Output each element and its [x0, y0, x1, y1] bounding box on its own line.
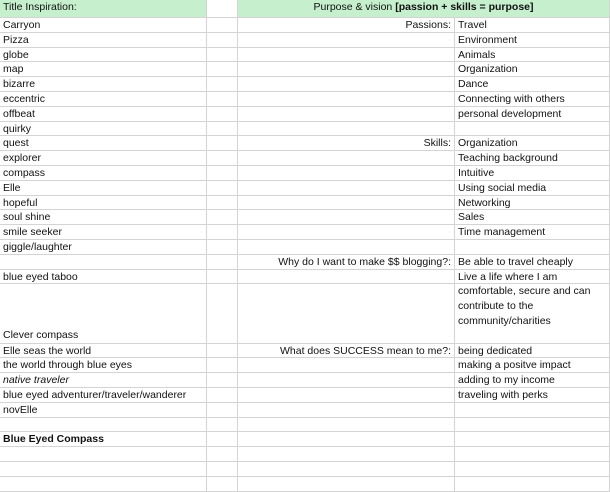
label-success[interactable]: What does SUCCESS mean to me?:	[238, 344, 455, 359]
cell-d[interactable]: making a positve impact	[455, 358, 610, 373]
cell-c[interactable]	[238, 358, 455, 373]
cell-b[interactable]	[207, 151, 238, 166]
cell-c[interactable]	[238, 447, 455, 462]
header-empty-cell[interactable]	[207, 0, 238, 18]
cell-a[interactable]: offbeat	[0, 107, 207, 122]
cell-d[interactable]: Connecting with others	[455, 92, 610, 107]
cell-b[interactable]	[207, 166, 238, 181]
cell-a[interactable]: hopeful	[0, 196, 207, 211]
cell-c[interactable]	[238, 225, 455, 240]
cell-d[interactable]: Animals	[455, 48, 610, 63]
cell-a[interactable]: Pizza	[0, 33, 207, 48]
cell-d[interactable]: Travel	[455, 18, 610, 33]
cell-b[interactable]	[207, 196, 238, 211]
cell-c[interactable]	[238, 62, 455, 77]
cell-b[interactable]	[207, 418, 238, 433]
cell-b[interactable]	[207, 33, 238, 48]
cell-d[interactable]	[455, 447, 610, 462]
cell-a[interactable]	[0, 477, 207, 492]
cell-d[interactable]: Sales	[455, 210, 610, 225]
cell-d[interactable]: Dance	[455, 77, 610, 92]
cell-d[interactable]	[455, 403, 610, 418]
cell-c[interactable]	[238, 33, 455, 48]
cell-d[interactable]	[455, 284, 610, 343]
cell-d[interactable]: Organization	[455, 136, 610, 151]
cell-a[interactable]	[0, 418, 207, 433]
cell-a[interactable]: the world through blue eyes	[0, 358, 207, 373]
cell-a[interactable]: compass	[0, 166, 207, 181]
cell-c[interactable]	[238, 418, 455, 433]
cell-c[interactable]	[238, 48, 455, 63]
cell-b[interactable]	[207, 373, 238, 388]
cell-c[interactable]	[238, 77, 455, 92]
cell-b[interactable]	[207, 240, 238, 255]
cell-b[interactable]	[207, 48, 238, 63]
cell-a[interactable]: quirky	[0, 122, 207, 137]
cell-b[interactable]	[207, 92, 238, 107]
cell-c[interactable]	[238, 270, 455, 285]
cell-a[interactable]: Elle	[0, 181, 207, 196]
cell-b[interactable]	[207, 284, 238, 343]
cell-d[interactable]: Environment	[455, 33, 610, 48]
cell-b[interactable]	[207, 432, 238, 447]
cell-d[interactable]: being dedicated	[455, 344, 610, 359]
cell-b[interactable]	[207, 344, 238, 359]
cell-b[interactable]	[207, 77, 238, 92]
cell-d[interactable]	[455, 477, 610, 492]
cell-b[interactable]	[207, 136, 238, 151]
cell-c[interactable]	[238, 151, 455, 166]
cell-c[interactable]	[238, 107, 455, 122]
cell-a[interactable]: blue eyed adventurer/traveler/wanderer	[0, 388, 207, 403]
cell-c[interactable]	[238, 388, 455, 403]
cell-a[interactable]: Elle seas the world	[0, 344, 207, 359]
cell-b[interactable]	[207, 18, 238, 33]
cell-b[interactable]	[207, 388, 238, 403]
cell-b[interactable]	[207, 462, 238, 477]
cell-d[interactable]: Time management	[455, 225, 610, 240]
cell-d[interactable]: Intuitive	[455, 166, 610, 181]
cell-d[interactable]: Live a life where I am comfortable, secure and can contribute to the community/charities	[455, 270, 610, 285]
cell-a[interactable]: map	[0, 62, 207, 77]
header-purpose-formula: [passion + skills = purpose]	[395, 1, 534, 13]
cell-a[interactable]: blue eyed taboo	[0, 270, 207, 285]
cell-b[interactable]	[207, 107, 238, 122]
cell-b[interactable]	[207, 358, 238, 373]
cell-c[interactable]	[238, 477, 455, 492]
cell-b[interactable]	[207, 181, 238, 196]
cell-c[interactable]	[238, 122, 455, 137]
cell-d[interactable]	[455, 462, 610, 477]
cell-b[interactable]	[207, 122, 238, 137]
cell-b[interactable]	[207, 403, 238, 418]
cell-a[interactable]: Clever compass	[0, 284, 207, 343]
cell-c[interactable]	[238, 403, 455, 418]
cell-d[interactable]: adding to my income	[455, 373, 610, 388]
cell-b[interactable]	[207, 477, 238, 492]
header-purpose-text: Purpose & vision	[313, 1, 396, 13]
cell-a[interactable]: explorer	[0, 151, 207, 166]
cell-c[interactable]	[238, 196, 455, 211]
cell-b[interactable]	[207, 210, 238, 225]
cell-c[interactable]	[238, 373, 455, 388]
cell-a[interactable]	[0, 462, 207, 477]
cell-a[interactable]: globe	[0, 48, 207, 63]
cell-d[interactable]: Organization	[455, 62, 610, 77]
cell-c[interactable]	[238, 92, 455, 107]
cell-d[interactable]: traveling with perks	[455, 388, 610, 403]
cell-d[interactable]: Be able to travel cheaply	[455, 255, 610, 270]
cell-a[interactable]: eccentric	[0, 92, 207, 107]
cell-d[interactable]	[455, 240, 610, 255]
cell-b[interactable]	[207, 62, 238, 77]
header-title-inspiration[interactable]: Title Inspiration:	[0, 0, 207, 18]
cell-b[interactable]	[207, 255, 238, 270]
label-skills[interactable]: Skills:	[238, 136, 455, 151]
cell-d[interactable]: Teaching background	[455, 151, 610, 166]
cell-b[interactable]	[207, 447, 238, 462]
cell-b[interactable]	[207, 225, 238, 240]
cell-a[interactable]: native traveler	[0, 373, 207, 388]
label-why-blog[interactable]: Why do I want to make $$ blogging?:	[238, 255, 455, 270]
cell-d[interactable]	[455, 122, 610, 137]
cell-d[interactable]: personal development	[455, 107, 610, 122]
cell-c[interactable]	[238, 432, 455, 447]
header-purpose-vision[interactable]	[238, 0, 610, 18]
cell-b[interactable]	[207, 270, 238, 285]
cell-c[interactable]	[238, 166, 455, 181]
cell-a[interactable]: giggle/laughter	[0, 240, 207, 255]
cell-a[interactable]: Blue Eyed Compass	[0, 432, 207, 447]
label-passions[interactable]: Passions:	[238, 18, 455, 33]
cell-a[interactable]: Carryon	[0, 18, 207, 33]
cell-c[interactable]	[238, 284, 455, 343]
cell-a[interactable]: smile seeker	[0, 225, 207, 240]
cell-c[interactable]	[238, 181, 455, 196]
cell-a[interactable]: novElle	[0, 403, 207, 418]
cell-a[interactable]: soul shine	[0, 210, 207, 225]
cell-c[interactable]	[238, 462, 455, 477]
cell-d[interactable]	[455, 432, 610, 447]
cell-d[interactable]: Using social media	[455, 181, 610, 196]
cell-d[interactable]	[455, 418, 610, 433]
cell-a[interactable]	[0, 255, 207, 270]
cell-a[interactable]	[0, 447, 207, 462]
cell-d[interactable]: Networking	[455, 196, 610, 211]
cell-a[interactable]: quest	[0, 136, 207, 151]
cell-c[interactable]	[238, 210, 455, 225]
cell-c[interactable]	[238, 240, 455, 255]
cell-a[interactable]: bizarre	[0, 77, 207, 92]
